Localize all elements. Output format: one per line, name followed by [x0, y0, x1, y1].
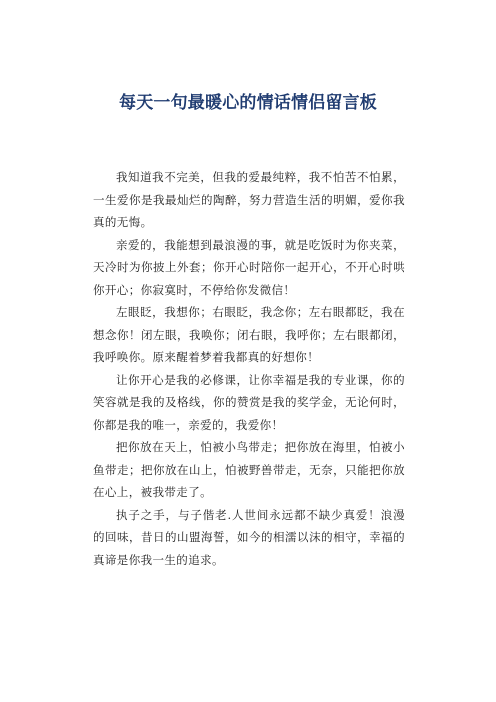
paragraph-4: 让你开心是我的必修课，让你幸福是我的专业课，你的笑容就是我的及格线，你的赞赏是我的奖学金，无论何时，你都是我的唯一，亲爱的，我爱你！ — [93, 372, 405, 432]
paragraph-5: 把你放在天上，怕被小鸟带走；把你放在海里，怕被小鱼带走；把你放在山上，怕被野兽带走，无奈，只能把你放在心上，被我带走了。 — [93, 440, 405, 499]
paragraph-1: 我知道我不完美，但我的爱最纯粹，我不怕苦不怕累，一生爱你是我最灿烂的陶醉，努力营造生活的明媚，爱你我真的无悔。 — [93, 170, 405, 229]
paragraph-3: 左眼眨，我想你；右眼眨，我念你；左右眼都眨，我在想念你！闭左眼，我唤你；闭右眼，我呼你；左右眼都闭，我呼唤你。原来醒着梦着我都真的好想你！ — [93, 305, 405, 364]
paragraph-6: 执子之手，与子偕老.人世间永远都不缺少真爱！浪漫的回味，昔日的山盟海誓，如今的相濡以沫的相守，幸福的真谛是你我一生的追求。 — [93, 507, 405, 567]
paragraph-2: 亲爱的，我能想到最浪漫的事，就是吃饭时为你夹菜，天冷时为你披上外套；你开心时陪你一起开心，不开心时哄你开心；你寂寞时，不停给你发微信！ — [93, 237, 405, 297]
document-body — [93, 166, 405, 571]
page-title: 每天一句最暖心的情话情侣留言板 — [119, 93, 377, 113]
